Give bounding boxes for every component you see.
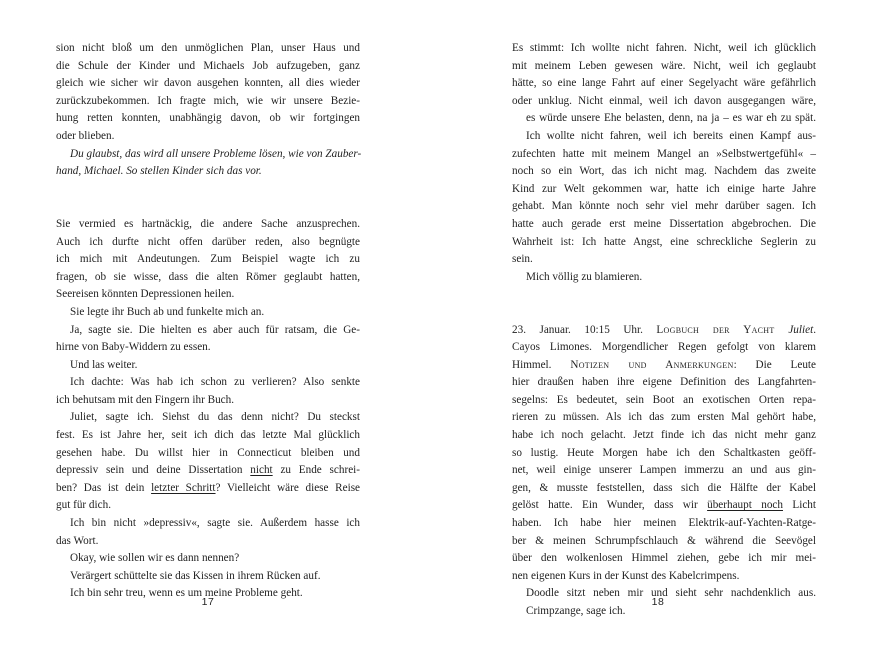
text-line: Ich wollte nicht fahren, weil ich bereits einen Kampf aus- bbox=[526, 129, 816, 142]
text-line: hätte, so eine lange Fahrt auf einer Segelyacht wäre gefährlich bbox=[512, 77, 816, 90]
text-line: hier draußen haben ihre eigene Definition des Langfahrten- bbox=[512, 376, 816, 389]
page-number-right: 18 bbox=[651, 596, 665, 608]
logbook-heading-line bbox=[512, 322, 816, 340]
text-line: Sie legte ihr Buch ab und funkelte mich an. bbox=[70, 305, 265, 318]
notes-heading: Notizen und Anmerkungen bbox=[570, 358, 734, 371]
text-line: Auch ich durfte nicht offen darüber reden, also begnügte bbox=[56, 235, 360, 248]
text-span: . bbox=[813, 323, 816, 336]
text-line: fest. Es ist Jahre her, seit ich dich das letzte Mal glücklich bbox=[56, 429, 360, 442]
section-break bbox=[512, 286, 816, 321]
text-line: Sie vermied es hartnäckig, die andere Sache anzusprechen. bbox=[56, 217, 360, 230]
text-line: über den wolkenlosen Himmel ziehen, gebe ich mir mei- bbox=[512, 552, 816, 565]
text-line: so lustig. Heute Morgen habe ich den Schaltkasten geöff- bbox=[512, 446, 816, 459]
text-span: : Die Leute bbox=[733, 358, 816, 371]
page-number-left: 17 bbox=[201, 596, 215, 608]
text-line: hirne von Baby-Widdern zu essen. bbox=[56, 341, 211, 354]
text-line: oder blieben. bbox=[56, 129, 115, 142]
log-date: 23. Januar. 10:15 Uhr. bbox=[512, 323, 657, 336]
text-line: zurückzubekommen. Ich fragte mich, wie wir unsere Bezie- bbox=[56, 94, 360, 107]
text-line: Okay, wie sollen wir es dann nennen? bbox=[70, 552, 240, 565]
text-line: hung retten konnten, unabhängig davon, ob wir fortgingen bbox=[56, 112, 360, 125]
text-line: ber & meinen Schrumpfschlauch & während die Seevögel bbox=[512, 534, 816, 547]
text-line: noch so ein Wort, das ich nicht mag. Nachdem das zweite bbox=[512, 165, 816, 178]
text-line: gehabt. Man könnte noch sehr viel mehr darüber sagen. Ich bbox=[512, 200, 816, 213]
text-line: sion nicht bloß um den unmöglichen Plan, unser Haus und bbox=[56, 42, 360, 54]
text-line: Doodle sitzt neben mir und sieht sehr nachdenklich aus. bbox=[526, 587, 816, 600]
text-line: Seereisen könnten Depressionen heilen. bbox=[56, 288, 235, 301]
text-line: sein. bbox=[512, 253, 533, 266]
text-line bbox=[56, 462, 360, 480]
text-line: gut für dich. bbox=[56, 499, 111, 512]
text-line: Ich bin sehr treu, wenn es um meine Probleme geht. bbox=[70, 587, 303, 600]
underlined-phrase: letzter Schritt bbox=[151, 481, 216, 494]
text-line: Wahrheit ist: Ich hatte Angst, eine schreckliche Seglerin zu bbox=[512, 235, 816, 248]
right-page-text bbox=[512, 40, 816, 621]
text-line: Kind zur Welt gekommen war, hatte ich einige harte Jahre bbox=[512, 182, 816, 195]
text-line: nen eigenen Kurs in der Kunst des Kabelcrimpens. bbox=[512, 569, 740, 582]
text-line: Ich bin nicht »depressiv«, sagte sie. Außerdem hasse ich bbox=[70, 517, 360, 530]
text-line: hatte auch gerade erst meine Dissertation abgebrochen. Die bbox=[512, 217, 816, 230]
text-line: Mich völlig zu blamieren. bbox=[526, 270, 643, 283]
text-line: Es stimmt: Ich wollte nicht fahren. Nicht, weil ich glücklich bbox=[512, 42, 816, 54]
text-line bbox=[56, 480, 360, 498]
section-break bbox=[56, 181, 360, 216]
yacht-name: Juliet bbox=[788, 323, 814, 336]
text-span: zu Ende schrei- bbox=[272, 464, 360, 477]
text-line: ich mich mit Andeutungen. Zum Beispiel wagte ich zu bbox=[56, 253, 360, 266]
text-line: net, weil einige unserer Lampen immerzu an und aus gin- bbox=[512, 464, 816, 477]
text-line: Ich dachte: Was hab ich schon zu verlieren? Also senkte bbox=[70, 376, 360, 389]
text-line: gen, & musste feststellen, dass sich die Hälfte der Kabel bbox=[512, 481, 816, 494]
underlined-word: nicht bbox=[250, 464, 273, 477]
text-line: Crimpzange, sage ich. bbox=[526, 605, 626, 617]
text-line: rieren zu müssen. Als ich das zum ersten Mal gehört habe, bbox=[512, 411, 816, 424]
text-span: Himmel. bbox=[512, 358, 571, 371]
text-line: Ja, sagte sie. Die hielten es aber auch für ratsam, die Ge- bbox=[70, 323, 360, 336]
text-line: Und las weiter. bbox=[70, 358, 138, 371]
text-line bbox=[512, 497, 816, 515]
text-span: ben? Das ist dein bbox=[56, 481, 152, 494]
underlined-phrase: überhaupt noch bbox=[707, 499, 783, 512]
text-span: gelöst hatte. Ein Wunder, dass wir bbox=[512, 499, 708, 512]
text-line: es würde unsere Ehe belasten, denn, na ja – es war eh zu spät. bbox=[526, 112, 816, 125]
text-span: Licht bbox=[782, 499, 816, 512]
left-page-text bbox=[56, 40, 360, 603]
text-line: gleich wie sicher wir davon ausgehen konnten, all dies wieder bbox=[56, 77, 360, 90]
text-line: oder unklug. Nicht einmal, weil ich davon ausgegangen wäre, bbox=[512, 94, 816, 107]
text-span: depressiv sein und deine Dissertation bbox=[56, 464, 251, 477]
text-line: gesehen habe. Du willst hier in Connecticut bleiben und bbox=[56, 446, 360, 459]
text-line: haben. Ich habe hier meinen Elektrik-auf-Yachten-Ratge- bbox=[512, 517, 816, 530]
text-line: habe ich noch gelacht. Jetzt finde ich das nicht mehr ganz bbox=[512, 429, 816, 442]
text-line: Juliet, sagte ich. Siehst du das denn nicht? Du steckst bbox=[70, 411, 360, 424]
text-line: zufechten hatte mit meinem Mangel an »Selbstwertgefühl« – bbox=[512, 147, 816, 160]
text-line: Verärgert schüttelte sie das Kissen in ihrem Rücken auf. bbox=[70, 569, 321, 582]
text-line: fragen, ob sie wisse, dass die alten Römer geglaubt hatten, bbox=[56, 270, 360, 283]
text-line bbox=[512, 357, 816, 375]
text-line: mit meinem Leben gewesen wäre. Nicht, weil ich geglaubt bbox=[512, 59, 816, 72]
text-line: ich behutsam mit den Fingern ihr Buch. bbox=[56, 393, 235, 406]
italic-line: hand, Michael. So stellen Kinder sich das vor. bbox=[56, 165, 262, 178]
text-line: die Schule der Kinder und Michaels Job aufzugeben, ganz bbox=[56, 59, 360, 72]
log-title: Logbuch der Yacht bbox=[656, 323, 789, 336]
text-line: segelns: Es bedeutet, sein Boot an exotischen Orten repa- bbox=[512, 393, 816, 406]
text-line: Cayos Limones. Morgendlicher Regen gefolgt von klarem bbox=[512, 341, 816, 354]
text-line: das Wort. bbox=[56, 534, 99, 547]
text-span: ? Vielleicht wäre diese Reise bbox=[215, 481, 361, 494]
italic-line: Du glaubst, das wird all unsere Probleme lösen, wie von Zauber- bbox=[70, 147, 362, 160]
